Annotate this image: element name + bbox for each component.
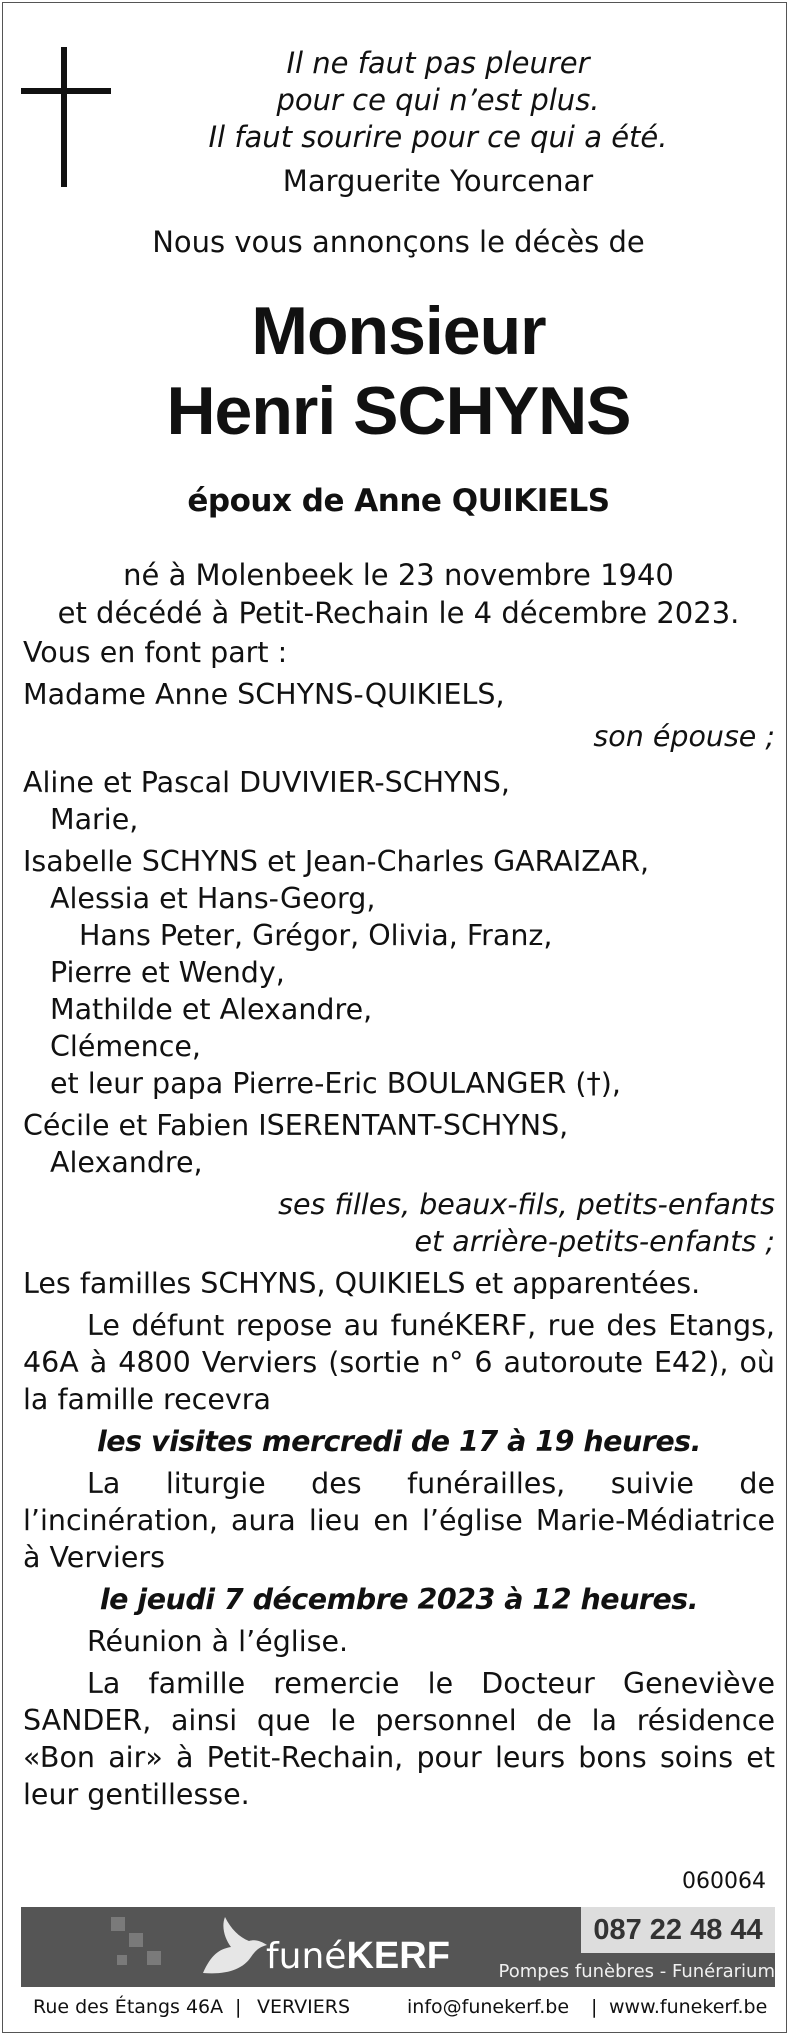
brand-logo: [266, 1935, 450, 1978]
thanks-paragraph: La famille remercie le Docteur Geneviève SANDER, ainsi que le personnel de la résidence «Bon air» à Petit-Rechain, pour leurs bons soins et leur gentillesse.: [23, 1667, 775, 1811]
visits-line: les visites mercredi de 17 à 19 heures.: [97, 1425, 701, 1458]
cross-icon-bar: [21, 88, 111, 94]
email-link[interactable]: info@funekerf.be: [407, 1996, 570, 2018]
reunion-line: Réunion à l’église.: [87, 1625, 349, 1658]
birth-line: né à Molenbeek le 23 novembre 1940: [123, 558, 674, 592]
deceased-name: [3, 291, 787, 451]
family-member: Aline et Pascal DUVIVIER-SCHYNS,: [23, 766, 510, 799]
address: Rue des Étangs 46A: [33, 1996, 224, 2018]
funeral-home-banner: [21, 1907, 775, 1987]
announcement: Nous vous annonçons le décès de: [152, 225, 645, 259]
brand-prefix: funé: [266, 1936, 347, 1977]
family-section: [23, 634, 775, 1813]
family-member: Pierre et Wendy,: [50, 956, 285, 989]
families-line: Les familles SCHYNS, QUIKIELS et apparentées.: [23, 1267, 701, 1300]
family-member: Alexandre,: [50, 1146, 203, 1179]
children-role: ses filles, beaux-fils, petits-enfants: [278, 1188, 775, 1221]
decor-square: [147, 1951, 161, 1965]
liturgy-paragraph: La liturgie des funérailles, suivie de l’incinération, aura lieu en l’église Marie-Médiatrice à Verviers: [23, 1467, 775, 1574]
family-member: Isabelle SCHYNS et Jean-Charles GARAIZAR,: [23, 845, 650, 878]
family-member: Mathilde et Alexandre,: [50, 993, 373, 1026]
spouse-role: son épouse ;: [593, 720, 775, 753]
services-label: Pompes funèbres - Funérarium: [498, 1961, 775, 1982]
family-member: Cécile et Fabien ISERENTANT-SCHYNS,: [23, 1109, 569, 1142]
reference-code: 060064: [682, 1869, 766, 1894]
quote-line: Il ne faut pas pleurer: [286, 46, 590, 80]
cross-icon: [61, 47, 67, 187]
children-role: et arrière-petits-enfants ;: [414, 1225, 775, 1258]
quote: [183, 45, 693, 156]
liturgy-date: le jeudi 7 décembre 2023 à 12 heures.: [99, 1583, 699, 1616]
obituary-card: [2, 2, 787, 2033]
family-member: et leur papa Pierre-Eric BOULANGER (†),: [50, 1067, 621, 1100]
brand-suffix: KERF: [346, 1935, 450, 1977]
phone-number: 087 22 48 44: [581, 1907, 775, 1953]
family-intro: Vous en font part :: [23, 636, 288, 669]
website-link[interactable]: www.funekerf.be: [609, 1996, 768, 2018]
contact-row: [23, 1989, 775, 2025]
separator: |: [591, 1996, 598, 2018]
death-line: et décédé à Petit-Rechain le 4 décembre 2023.: [57, 596, 740, 630]
quote-author: Marguerite Yourcenar: [282, 164, 594, 198]
decor-square: [129, 1933, 143, 1947]
family-member: Marie,: [50, 803, 139, 836]
decor-square: [111, 1917, 125, 1931]
spouse-line: époux de Anne QUIKIELS: [187, 483, 610, 519]
quote-line: Il faut sourire pour ce qui a été.: [208, 120, 668, 154]
dove-icon: [191, 1915, 271, 1981]
decor-square: [117, 1955, 127, 1965]
separator: |: [235, 1996, 242, 2018]
quote-line: pour ce qui n’est plus.: [276, 83, 600, 117]
family-member: Alessia et Hans-Georg,: [50, 882, 376, 915]
city: VERVIERS: [257, 1996, 351, 2018]
repose-paragraph: Le défunt repose au funéKERF, rue des Etangs, 46A à 4800 Verviers (sortie n° 6 autoroute E42), où la famille recevra: [23, 1309, 775, 1416]
family-member: Hans Peter, Grégor, Olivia, Franz,: [79, 919, 553, 952]
birth-death: [3, 556, 787, 632]
family-member: Clémence,: [50, 1030, 201, 1063]
spouse-name: Madame Anne SCHYNS-QUIKIELS,: [23, 678, 505, 711]
deceased-title: Monsieur: [251, 293, 546, 369]
deceased-fullname: Henri SCHYNS: [166, 373, 631, 449]
